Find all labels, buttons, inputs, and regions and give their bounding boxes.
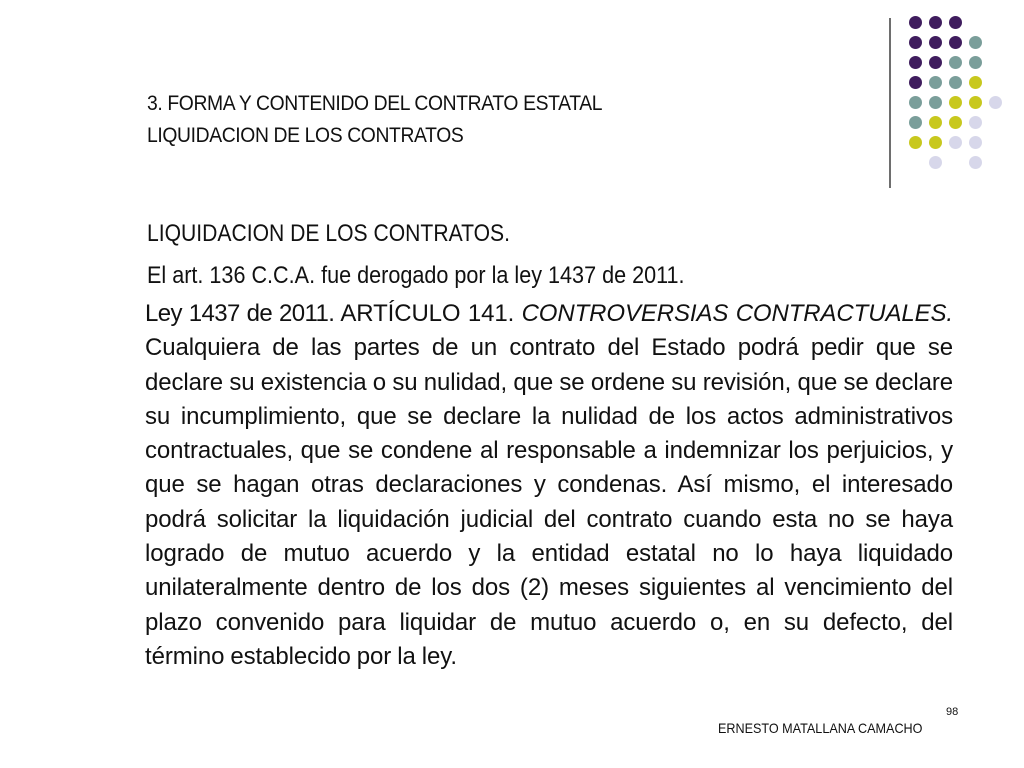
ornament-dot: [909, 16, 922, 29]
ornament-dot: [969, 96, 982, 109]
ornament-dot: [909, 36, 922, 49]
ornament-dot: [969, 136, 982, 149]
section-title: LIQUIDACION DE LOS CONTRATOS.: [147, 220, 511, 247]
ornament-dot: [929, 156, 942, 169]
ornament-dot: [929, 96, 942, 109]
header-line-2: LIQUIDACION DE LOS CONTRATOS: [147, 124, 464, 147]
ornament-dot: [949, 56, 962, 69]
slide-header: [147, 88, 602, 152]
author-name: ERNESTO MATALLANA CAMACHO: [718, 720, 923, 736]
ornament-dot: [929, 136, 942, 149]
article-number: ARTÍCULO 141.: [340, 300, 515, 327]
derogation-line: El art. 136 C.C.A. fue derogado por la ley 1437 de 2011.: [147, 262, 685, 289]
ornament-dot: [949, 136, 962, 149]
article-body: [145, 297, 953, 674]
ornament-dot: [949, 36, 962, 49]
ornament-dot: [929, 76, 942, 89]
ornament-dot: [969, 116, 982, 129]
ornament-dot: [949, 16, 962, 29]
ornament-dot: [909, 56, 922, 69]
header-line-1: 3. FORMA Y CONTENIDO DEL CONTRATO ESTATAL: [147, 92, 603, 115]
ornament-dot: [969, 76, 982, 89]
law-reference: Ley 1437 de 2011.: [145, 300, 335, 327]
ornament-dot: [969, 56, 982, 69]
ornament-dot: [929, 56, 942, 69]
ornament-dot: [909, 116, 922, 129]
vertical-divider: [889, 18, 891, 188]
ornament-dot: [929, 116, 942, 129]
dot-grid-ornament-icon: [900, 15, 1020, 175]
ornament-dot: [969, 36, 982, 49]
ornament-dot: [969, 156, 982, 169]
ornament-dot: [929, 36, 942, 49]
ornament-dot: [949, 116, 962, 129]
ornament-dot: [909, 96, 922, 109]
ornament-dot: [989, 96, 1002, 109]
page-number: 98: [946, 706, 959, 718]
ornament-dot: [909, 136, 922, 149]
ornament-dot: [929, 16, 942, 29]
article-title: CONTROVERSIAS CONTRACTUALES.: [521, 300, 953, 327]
article-text: Cualquiera de las partes de un contrato del Estado podrá pedir que se declare su existencia o su nulidad, que se ordene su revisión, que se declare su incumplimiento, que se declare la nulidad de los actos administrativos contractuales, que se condene al responsable a indemnizar los perjuicios, y que se hagan otras declaraciones y condenas. Así mismo, el interesado podrá solicitar la liquidación judicial del contrato cuando esta no se haya logrado de mutuo acuerdo y la entidad estatal no lo haya liquidado unilateralmente dentro de los dos (2) meses siguientes al vencimiento del plazo convenido para liquidar de mutuo acuerdo o, en su defecto, del término establecido por la ley.: [145, 334, 953, 670]
ornament-dot: [909, 76, 922, 89]
ornament-dot: [949, 96, 962, 109]
ornament-dot: [949, 76, 962, 89]
